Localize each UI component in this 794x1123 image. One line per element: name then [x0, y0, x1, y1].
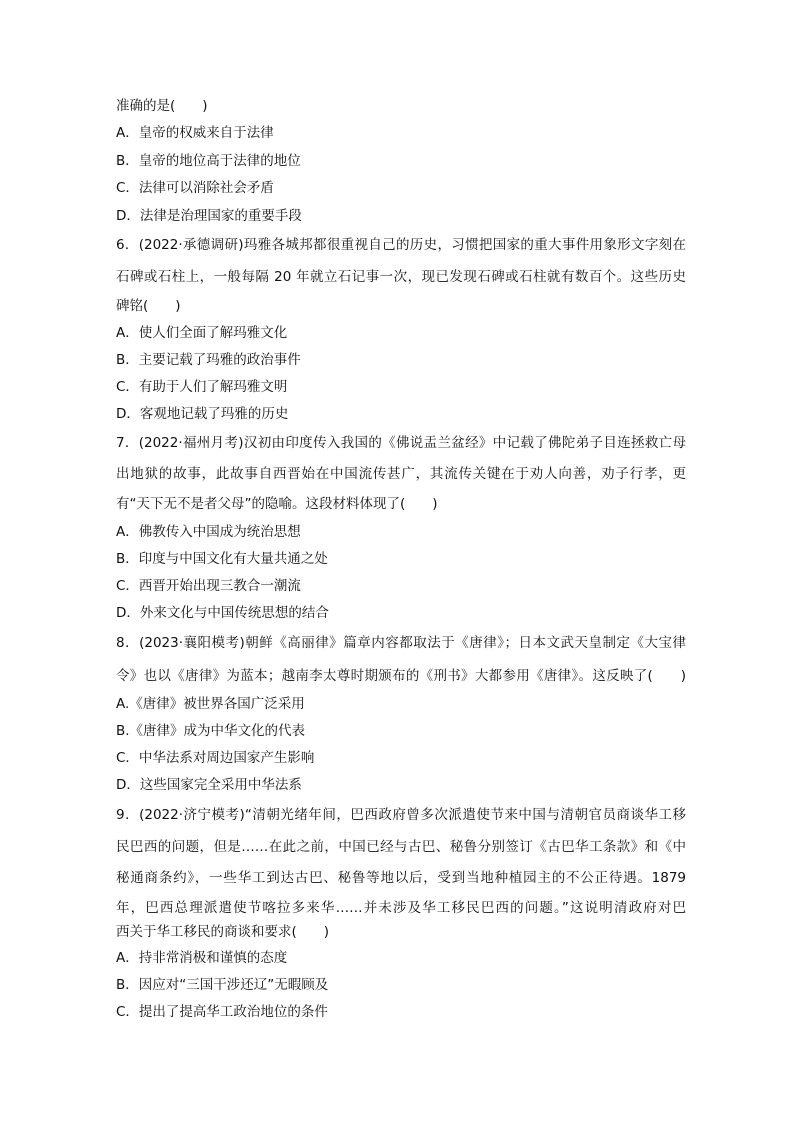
q8-option-b: B.《唐律》成为中华文化的代表: [116, 723, 306, 739]
q8-stem-line-1: 8．(2023·襄阳模考)朝鲜《高丽律》篇章内容都取法于《唐律》；日本文武天皇制定《大宝律: [116, 635, 686, 651]
q6-option-a: A．使人们全面了解玛雅文化: [116, 325, 288, 341]
q5-option-b: B．皇帝的地位高于法律的地位: [116, 153, 301, 169]
q6-option-c: C．有助于人们了解玛雅文明: [116, 379, 288, 395]
q7-stem-line-2: 出地狱的故事，此故事自西晋始在中国流传甚广，其流传关键在于劝人向善，劝子行孝，更: [116, 466, 686, 482]
q9-stem-line-4: 年，巴西总理派遣使节喀拉多来华……并未涉及华工移民巴西的问题。”这说明清政府对巴: [116, 900, 686, 916]
q5-option-c: C．法律可以消除社会矛盾: [116, 180, 274, 196]
q5-option-a: A．皇帝的权威来自于法律: [116, 125, 274, 141]
q6-option-b: B．主要记载了玛雅的政治事件: [116, 352, 301, 368]
q7-option-a: A．佛教传入中国成为统治思想: [116, 524, 301, 540]
q5-option-d: D．法律是治理国家的重要手段: [116, 208, 302, 224]
q6-option-d: D．客观地记载了玛雅的历史: [116, 406, 289, 422]
q9-option-c: C．提出了提高华工政治地位的条件: [116, 1004, 328, 1020]
q9-stem-line-3: 秘通商条约》，一些华工到达古巴、秘鲁等地以后，受到当地种植园主的不公正待遇。1879: [116, 870, 686, 886]
q8-option-d: D．这些国家完全采用中华法系: [116, 777, 302, 793]
q9-option-a: A．持非常消极和谨慎的态度: [116, 950, 288, 966]
q7-stem-line-3: 有“天下无不是者父母”的隐喻。这段材料体现了( ): [116, 496, 438, 512]
q9-option-b: B．因应对“三国干涉还辽”无暇顾及: [116, 977, 329, 993]
q8-option-a: A.《唐律》被世界各国广泛采用: [116, 696, 305, 712]
q9-stem-line-2: 民巴西的问题，但是……在此之前，中国已经与古巴、秘鲁分别签订《古巴华工条款》和《中: [116, 839, 686, 855]
q7-option-d: D．外来文化与中国传统思想的结合: [116, 605, 329, 621]
q6-stem-line-1: 6．(2022·承德调研)玛雅各城邦都很重视自己的历史，习惯把国家的重大事件用象形文字刻在: [116, 237, 686, 253]
q9-stem-line-5: 西关于华工移民的商谈和要求( ): [116, 924, 330, 940]
q6-stem-line-2: 石碑或石柱上，一般每隔 20 年就立石记事一次，现已发现石碑或石柱就有数百个。这些历史: [116, 269, 686, 285]
q7-option-b: B．印度与中国文化有大量共通之处: [116, 551, 328, 567]
q5-stem-tail: 准确的是( ): [116, 98, 208, 114]
q7-option-c: C．西晋开始出现三教合一潮流: [116, 578, 301, 594]
q9-stem-line-1: 9．(2022·济宁模考)“清朝光绪年间，巴西政府曾多次派遣使节来中国与清朝官员商谈华工移: [116, 807, 686, 823]
q8-option-c: C．中华法系对周边国家产生影响: [116, 750, 315, 766]
q6-stem-line-3: 碑铭( ): [116, 298, 181, 314]
q7-stem-line-1: 7．(2022·福州月考)汉初由印度传入我国的《佛说盂兰盆经》中记载了佛陀弟子目连拯救亡母: [116, 435, 686, 451]
q8-stem-line-2: 令》也以《唐律》为蓝本；越南李太尊时期颁布的《刑书》大都参用《唐律》。这反映了( ): [116, 668, 686, 684]
